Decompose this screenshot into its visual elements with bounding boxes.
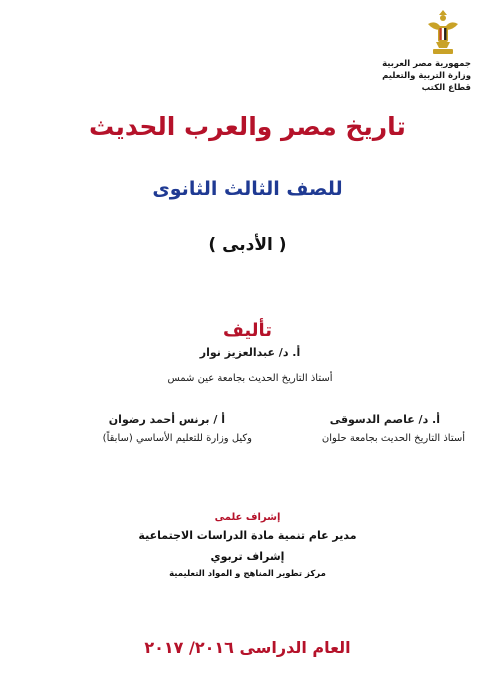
author-name: أ. د/ عبدالعزيز نوار [199, 346, 301, 359]
educational-supervision-label: إشراف تربوي [210, 550, 285, 563]
ministry-line-books-sector: قطاع الكتب [421, 83, 471, 93]
egypt-eagle-emblem-icon [425, 8, 461, 58]
curriculum-center-name: مركز تطوير المناهج و المواد التعليمية [169, 569, 326, 579]
author-role: أستاذ التاريخ الحديث بجامعة حلوان [321, 433, 465, 444]
scientific-supervisor-role: مدير عام تنمية مادة الدراسات الاجتماعية [138, 529, 357, 542]
author-role: وكيل وزارة للتعليم الأساسي (سابقاً) [102, 433, 252, 444]
authorship-heading: تأليف [222, 320, 273, 341]
track-label: ( الأدبى ) [208, 235, 287, 255]
author-name: أ. د/ عاصم الدسوقى [329, 413, 440, 426]
academic-year: العام الدراسى ٢٠١٦/ ٢٠١٧ [144, 638, 351, 657]
scientific-supervision-label: إشراف علمى [214, 512, 281, 523]
author-name: أ / برنس أحمد رضوان [108, 413, 225, 426]
grade-subtitle: للصف الثالث الثانوى [152, 178, 343, 200]
ministry-line-republic: جمهورية مصر العربية [382, 59, 471, 69]
author-role: أستاذ التاريخ الحديث بجامعة عين شمس [167, 373, 333, 384]
book-title: تاريخ مصر والعرب الحديث [89, 112, 406, 141]
ministry-line-education: وزارة التربية والتعليم [382, 71, 471, 81]
